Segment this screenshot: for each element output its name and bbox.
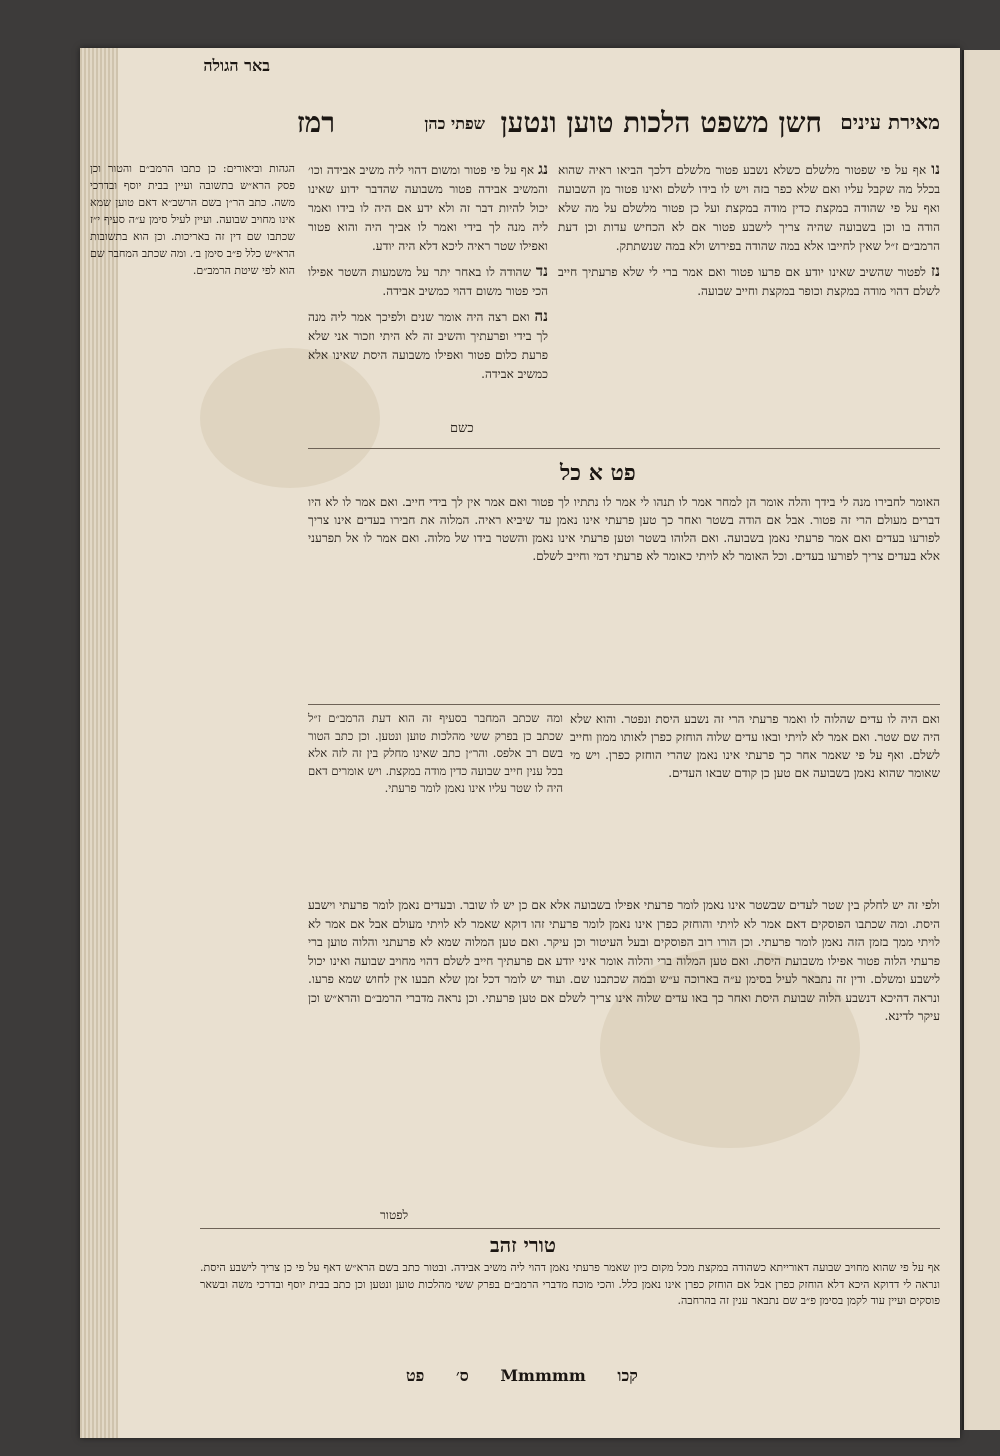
main-text-block: האומר לחבירו מנה לי בידך והלה אומר הן למחר אמר לו תנהו לי אמר לו נתתיו לך פטור ואם אמר אין לך בידי חייב. ואם אמר לו לא היו דברים מעולם הרי זה פטור. אבל אם הודה בשטר ואחר כך טען פרעתי אינו נאמן עד שיביא ראיה. המלוה את חבירו בעדים אינו צריך לפורעו בעדים ואם אמר פרעתי נאמן בשבועה. ואם הלוהו בשטר וטען פרעתי אינו נאמן והשטר בידו של מלוה. ואם אמר לו אל תפרעני אלא בעדים צריך לפורעו בעדים. וכל האומר לא לויתי כאומר לא פרעתי דמי וחייב לשלם. — [308, 495, 940, 563]
commentary-text: לפטור שהשיב שאינו יודע אם פרעו פטור ואם אמר ברי לי שלא פרעתיך חייב לשלם דהוי מודה במקצת וכופר במקצת וחייב שבועה. — [558, 265, 940, 298]
paragraph-marker: נז — [930, 262, 940, 280]
paragraph-marker: נג — [538, 160, 548, 178]
long-text-block: ולפי זה יש לחלק בין שטר לעדים שבשטר אינו נאמן לומר פרעתי אפילו בשבועה אלא אם כן יש לו שובר. ובעדים נאמן לומר פרעתי וישבע היסת. ומה שכתבו הפוסקים דאם אמר לא לויתי והוחזק כפרן אינו נאמן לומר פרעתי זהו דוקא שאמר לא לויתי מעולם אבל אם אמר לא לויתי ממך בזמן הזה נאמן לומר פרעתי. וכן הורו רוב הפוסקים ובעל העיטור וכן עיקר. ואם טען המלוה שמא לא פרעתני והלוה טוען ברי פרעתי הלוה פטור אפילו משבועת היסת. ואם טען המלוה ברי והלוה אומר איני יודע אם פרעתיך חייב לשלם דהוי מחויב שבועה ואינו יכול לישבע ומשלם. ודין זה נתבאר לעיל בסימן ע״ה בארוכה ע״ש ובמה שכתבנו שם. ועוד יש לומר דכל זמן שלא תבעו אין לחוש שמא פרעו. ונראה דהיכא דנשבע הלוה שבועת היסת ואחר כך באו עדים שלוה אינו צריך לשלם אם טען פרעתי. וכן נראה מדברי הרמב״ם והרא״ש וכן עיקר לדינא. — [308, 898, 940, 1023]
page-footer — [380, 1366, 638, 1386]
commentary-text: אף על פי שפטור מלשלם כשלא נשבע פטור מלשלם דלכך הביאו ראיה שהוא בכלל מה שקבל עליו ואם שלא כפר בזה ויש לו בידו לשלם ואינו פטור מן השבועה ואף על פי שהודה במקצת כדין מודה במקצת ועל כן פטור מלשלם על מה שלא הודה בו וכן בשבועה שהיה צריך לישבע פטור אם לא הכחיש עדות וכן דעת הרמב״ם ז״ל שאין לחייבו אלא במה שהודה בפירוש ולא במה שנשתתק. — [558, 163, 940, 253]
commentary-column-middle — [308, 160, 548, 432]
footer-page-number: קכו — [617, 1366, 638, 1385]
paragraph-marker: נד — [535, 262, 548, 280]
divider — [200, 1228, 940, 1229]
header-side-label: באר הגולה — [203, 56, 270, 75]
side-column-beer-hagolah — [90, 160, 295, 610]
header-page-number: רמז — [296, 106, 335, 139]
header-sub-label: שפתי כהן — [424, 114, 485, 133]
divider — [308, 704, 940, 705]
header-right-label: מאירת עינים — [840, 110, 940, 134]
footer-mark: ס׳ — [455, 1366, 469, 1385]
paragraph-marker: נה — [534, 307, 548, 325]
commentary-column-right — [558, 160, 940, 415]
facing-page-edge — [962, 50, 1000, 1430]
section-title: פט א כל — [560, 460, 636, 486]
paragraph-marker: נו — [931, 160, 940, 178]
kesem-label: כשם — [450, 421, 474, 436]
commentary-text: שהודה לו באחר יתר על משמעות השטר אפילו הכי פטור משום דהוי כמשיב אבידה. — [308, 265, 548, 298]
footer-sign: פט — [406, 1366, 425, 1385]
turei-zahav-text: אף על פי שהוא מחויב שבועה דאורייתא כשהודה במקצת מכל מקום כיון שאמר פרעתי נאמן דהוי ליה משיב אבידה. ובטור כתב בשם הרא״ש דאף על פי כן צריך לישבע היסת. ונראה לי דדוקא היכא דלא הוחזק כפרן אבל אם הוחזק כפרן אינו נאמן כלל. והכי מוכח מדברי הרמב״ם בפרק ששי מהלכות טוען ונטען וכן כתב בבית יוסף ובדרכי משה ובשאר פוסקים ועיין עוד לקמן בסימן פ״ב שם נתבאר ענין זה בהרחבה. — [200, 1261, 940, 1307]
divider — [308, 448, 940, 449]
turei-zahav-title: טורי זהב — [490, 1233, 556, 1257]
footer-catchword: Mmmmm — [500, 1366, 586, 1385]
header-title: חשן משפט הלכות טוען ונטען — [500, 106, 822, 139]
commentary-text: ואם רצה היה אומר שנים ולפיכך אמר ליה מנה לך בידי ופרעתיך והשיב זה לא היתי וזכור אני שלא פרעת כלום פטור ואפילו משבועה היסת שאינו אלא כמשיב אבידה. — [308, 310, 548, 381]
page-header — [280, 106, 940, 150]
tail-word: לפטור — [380, 1208, 409, 1222]
commentary-inset: ומה שכתב המחבר בסעיף זה הוא דעת הרמב״ם ז״ל שכתב כן בפרק ששי מהלכות טוען ונטען. וכן כתב הטור בשם רב אלפס. והר״ן כתב שאינו מחלק בין זה לזה אלא בכל ענין חייב שבועה כדין מודה במקצת. ויש אומרים דאם היה לו שטר עליו אינו נאמן לומר פרעתי. — [308, 711, 563, 795]
book-page — [80, 48, 960, 1438]
commentary-text: אף על פי פטור ומשום דהוי ליה משיב אבידה וכו׳ והמשיב אבידה פטור משבועה שהדבר ידוע שאינו יכול להיות דבר זה ולא ידע אם היה לו בידו ואמר ליה מנה לך בידי ואמר לו אביך היה והוא פטור ואפילו שטר ראיה ליכא דלא היה יודע. — [308, 163, 548, 253]
main-text-block-2: ואם היה לו עדים שהלוה לו ואמר פרעתי הרי זה נשבע היסת ונפטר. והוא שלא היה שם שטר. ואם אמר לא לויתי ובאו עדים שלוה הוחזק כפרן לאותו ממון וחייב לשלם. ואף על פי שאמר אחר כך פרעתי אינו נאמן שהרי הוחזק כפרן. ויש מי שאומר שהוא נאמן בשבועה אם טען כן קודם שבאו העדים. — [570, 712, 940, 780]
side-notes-text: הגהות וביאורים: כן כתבו הרמב״ם והטור וכן פסק הרא״ש בתשובה ועיין בבית יוסף ובדרכי משה. כתב הר״ן בשם הרשב״א דאם טוען שמא אינו מחויב שבועה. ועיין לעיל סימן ע״ה סעיף י״ז שכתבו שם דין זה באריכות. וכן הוא בתשובות הרא״ש כלל פ״ב סימן ב׳. ומה שכתב המחבר שם הוא לפי שיטת הרמב״ם. — [90, 162, 295, 277]
